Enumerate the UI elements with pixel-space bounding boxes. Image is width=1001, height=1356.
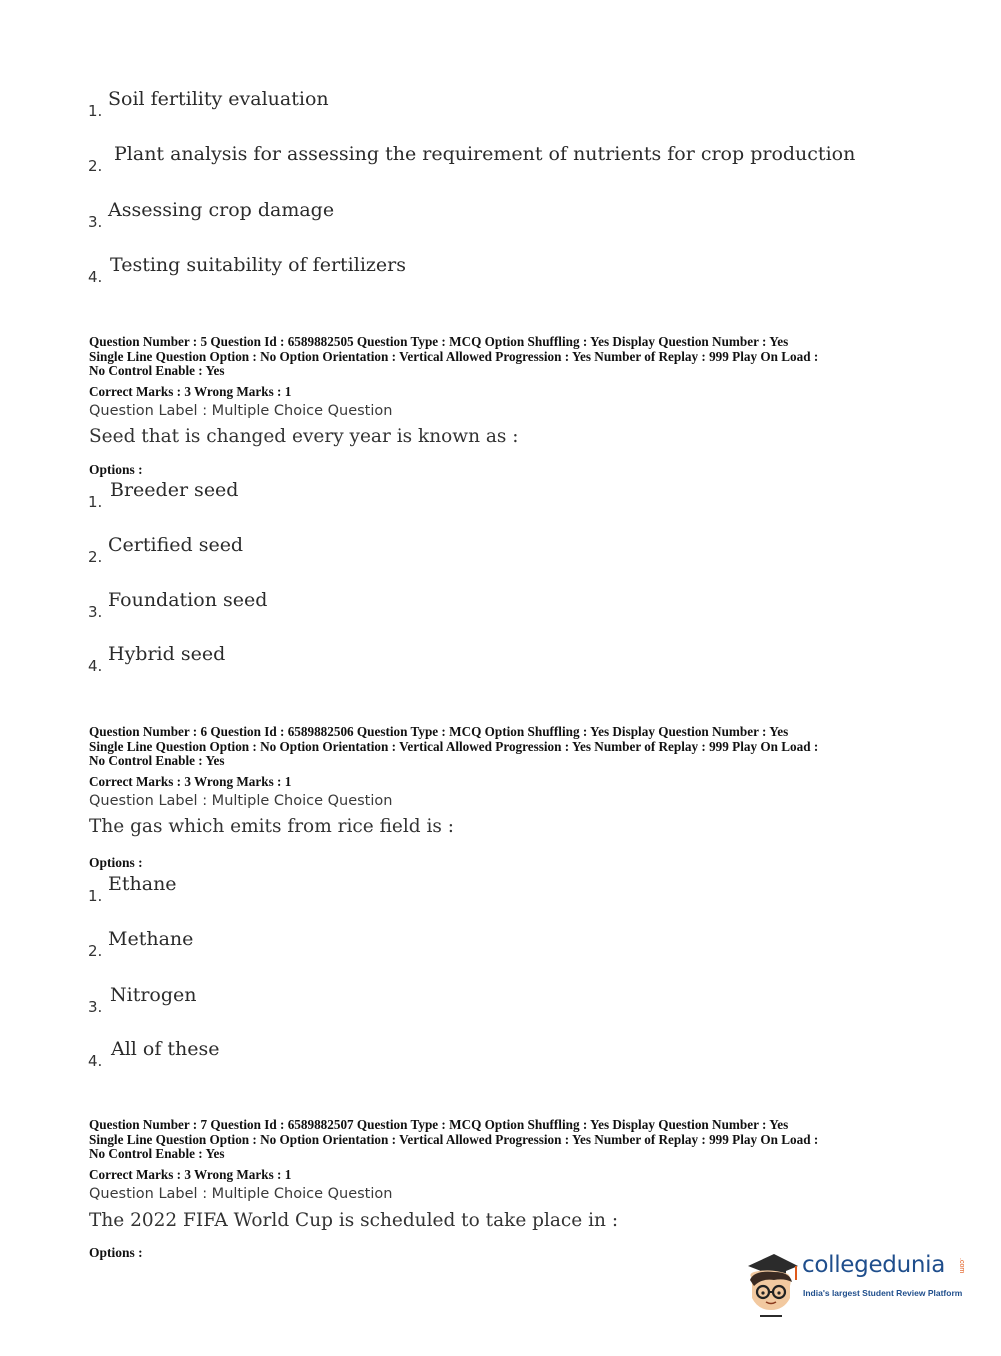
- meta-line: Question Number : 7 Question Id : 6589882507 Question Type : MCQ Option Shuffling : Yes Display Question Number : Yes: [89, 1117, 789, 1132]
- options-label: Options :: [89, 1245, 143, 1260]
- logo-brand: collegedunia: [802, 1252, 946, 1278]
- option-item: [88, 479, 848, 519]
- option-item: [88, 88, 848, 128]
- option-text: Assessing crop damage: [108, 199, 335, 221]
- option-text: Breeder seed: [110, 479, 239, 501]
- option-item: [88, 873, 848, 913]
- question-label: Question Label : Multiple Choice Question: [89, 1186, 393, 1202]
- option-item: [88, 589, 848, 629]
- option-number: 2.: [88, 548, 103, 566]
- question-text: Seed that is changed every year is known as :: [89, 426, 519, 447]
- option-number: 4.: [88, 1052, 103, 1070]
- option-item: [88, 143, 856, 183]
- question-text: The gas which emits from rice field is :: [89, 816, 455, 837]
- option-text: Ethane: [108, 873, 177, 895]
- option-number: 1.: [88, 493, 103, 511]
- question-label: Question Label : Multiple Choice Question: [89, 793, 393, 809]
- option-item: [88, 254, 848, 294]
- option-number: 2.: [88, 942, 103, 960]
- question-label: Question Label : Multiple Choice Question: [89, 403, 393, 419]
- meta-line: Question Number : 5 Question Id : 6589882505 Question Type : MCQ Option Shuffling : Yes Display Question Number : Yes: [89, 334, 789, 349]
- option-item: [88, 984, 848, 1024]
- option-text: Plant analysis for assessing the requirement of nutrients for crop production: [114, 143, 856, 165]
- meta-line: No Control Enable : Yes: [89, 1146, 225, 1162]
- option-text: Testing suitability of fertilizers: [110, 254, 406, 276]
- question-meta: [89, 725, 919, 769]
- option-number: 4.: [88, 657, 103, 675]
- option-number: 3.: [88, 998, 103, 1016]
- options-label: Options :: [89, 462, 143, 477]
- option-item: [88, 643, 848, 683]
- option-item: [88, 928, 848, 968]
- options-label: Options :: [89, 855, 143, 870]
- option-item: [88, 199, 848, 239]
- option-number: 1.: [88, 887, 103, 905]
- question-marks: Correct Marks : 3 Wrong Marks : 1: [89, 1167, 292, 1182]
- meta-line: Question Number : 6 Question Id : 6589882506 Question Type : MCQ Option Shuffling : Yes Display Question Number : Yes: [89, 724, 789, 739]
- collegedunia-logo: [740, 1248, 970, 1320]
- option-text: All of these: [111, 1038, 220, 1060]
- question-text: The 2022 FIFA World Cup is scheduled to take place in :: [89, 1210, 619, 1231]
- option-item: [88, 534, 848, 574]
- question-marks: Correct Marks : 3 Wrong Marks : 1: [89, 774, 292, 789]
- question-meta: [89, 335, 919, 379]
- option-number: 1.: [88, 102, 103, 120]
- option-number: 3.: [88, 603, 103, 621]
- mascot-icon: [740, 1248, 800, 1318]
- option-text: Hybrid seed: [108, 643, 226, 665]
- meta-line: Single Line Question Option : No Option Orientation : Vertical Allowed Progression : Yes Number of Replay : 999 Play On Load :: [89, 1131, 819, 1147]
- option-text: Nitrogen: [110, 984, 197, 1006]
- meta-line: No Control Enable : Yes: [89, 753, 225, 769]
- option-text: Methane: [108, 928, 194, 950]
- option-text: Soil fertility evaluation: [108, 88, 329, 110]
- question-meta: [89, 1118, 919, 1162]
- option-text: Foundation seed: [108, 589, 268, 611]
- option-text: Certified seed: [108, 534, 244, 556]
- question-marks: Correct Marks : 3 Wrong Marks : 1: [89, 384, 292, 399]
- option-number: 4.: [88, 268, 103, 286]
- meta-line: Single Line Question Option : No Option Orientation : Vertical Allowed Progression : Yes Number of Replay : 999 Play On Load :: [89, 348, 819, 364]
- logo-tagline: India's largest Student Review Platform: [803, 1288, 963, 1298]
- option-number: 2.: [88, 157, 103, 175]
- option-number: 3.: [88, 213, 103, 231]
- option-item: [88, 1038, 848, 1078]
- logo-suffix: .com: [958, 1258, 965, 1274]
- meta-line: Single Line Question Option : No Option Orientation : Vertical Allowed Progression : Yes Number of Replay : 999 Play On Load :: [89, 738, 819, 754]
- meta-line: No Control Enable : Yes: [89, 363, 225, 379]
